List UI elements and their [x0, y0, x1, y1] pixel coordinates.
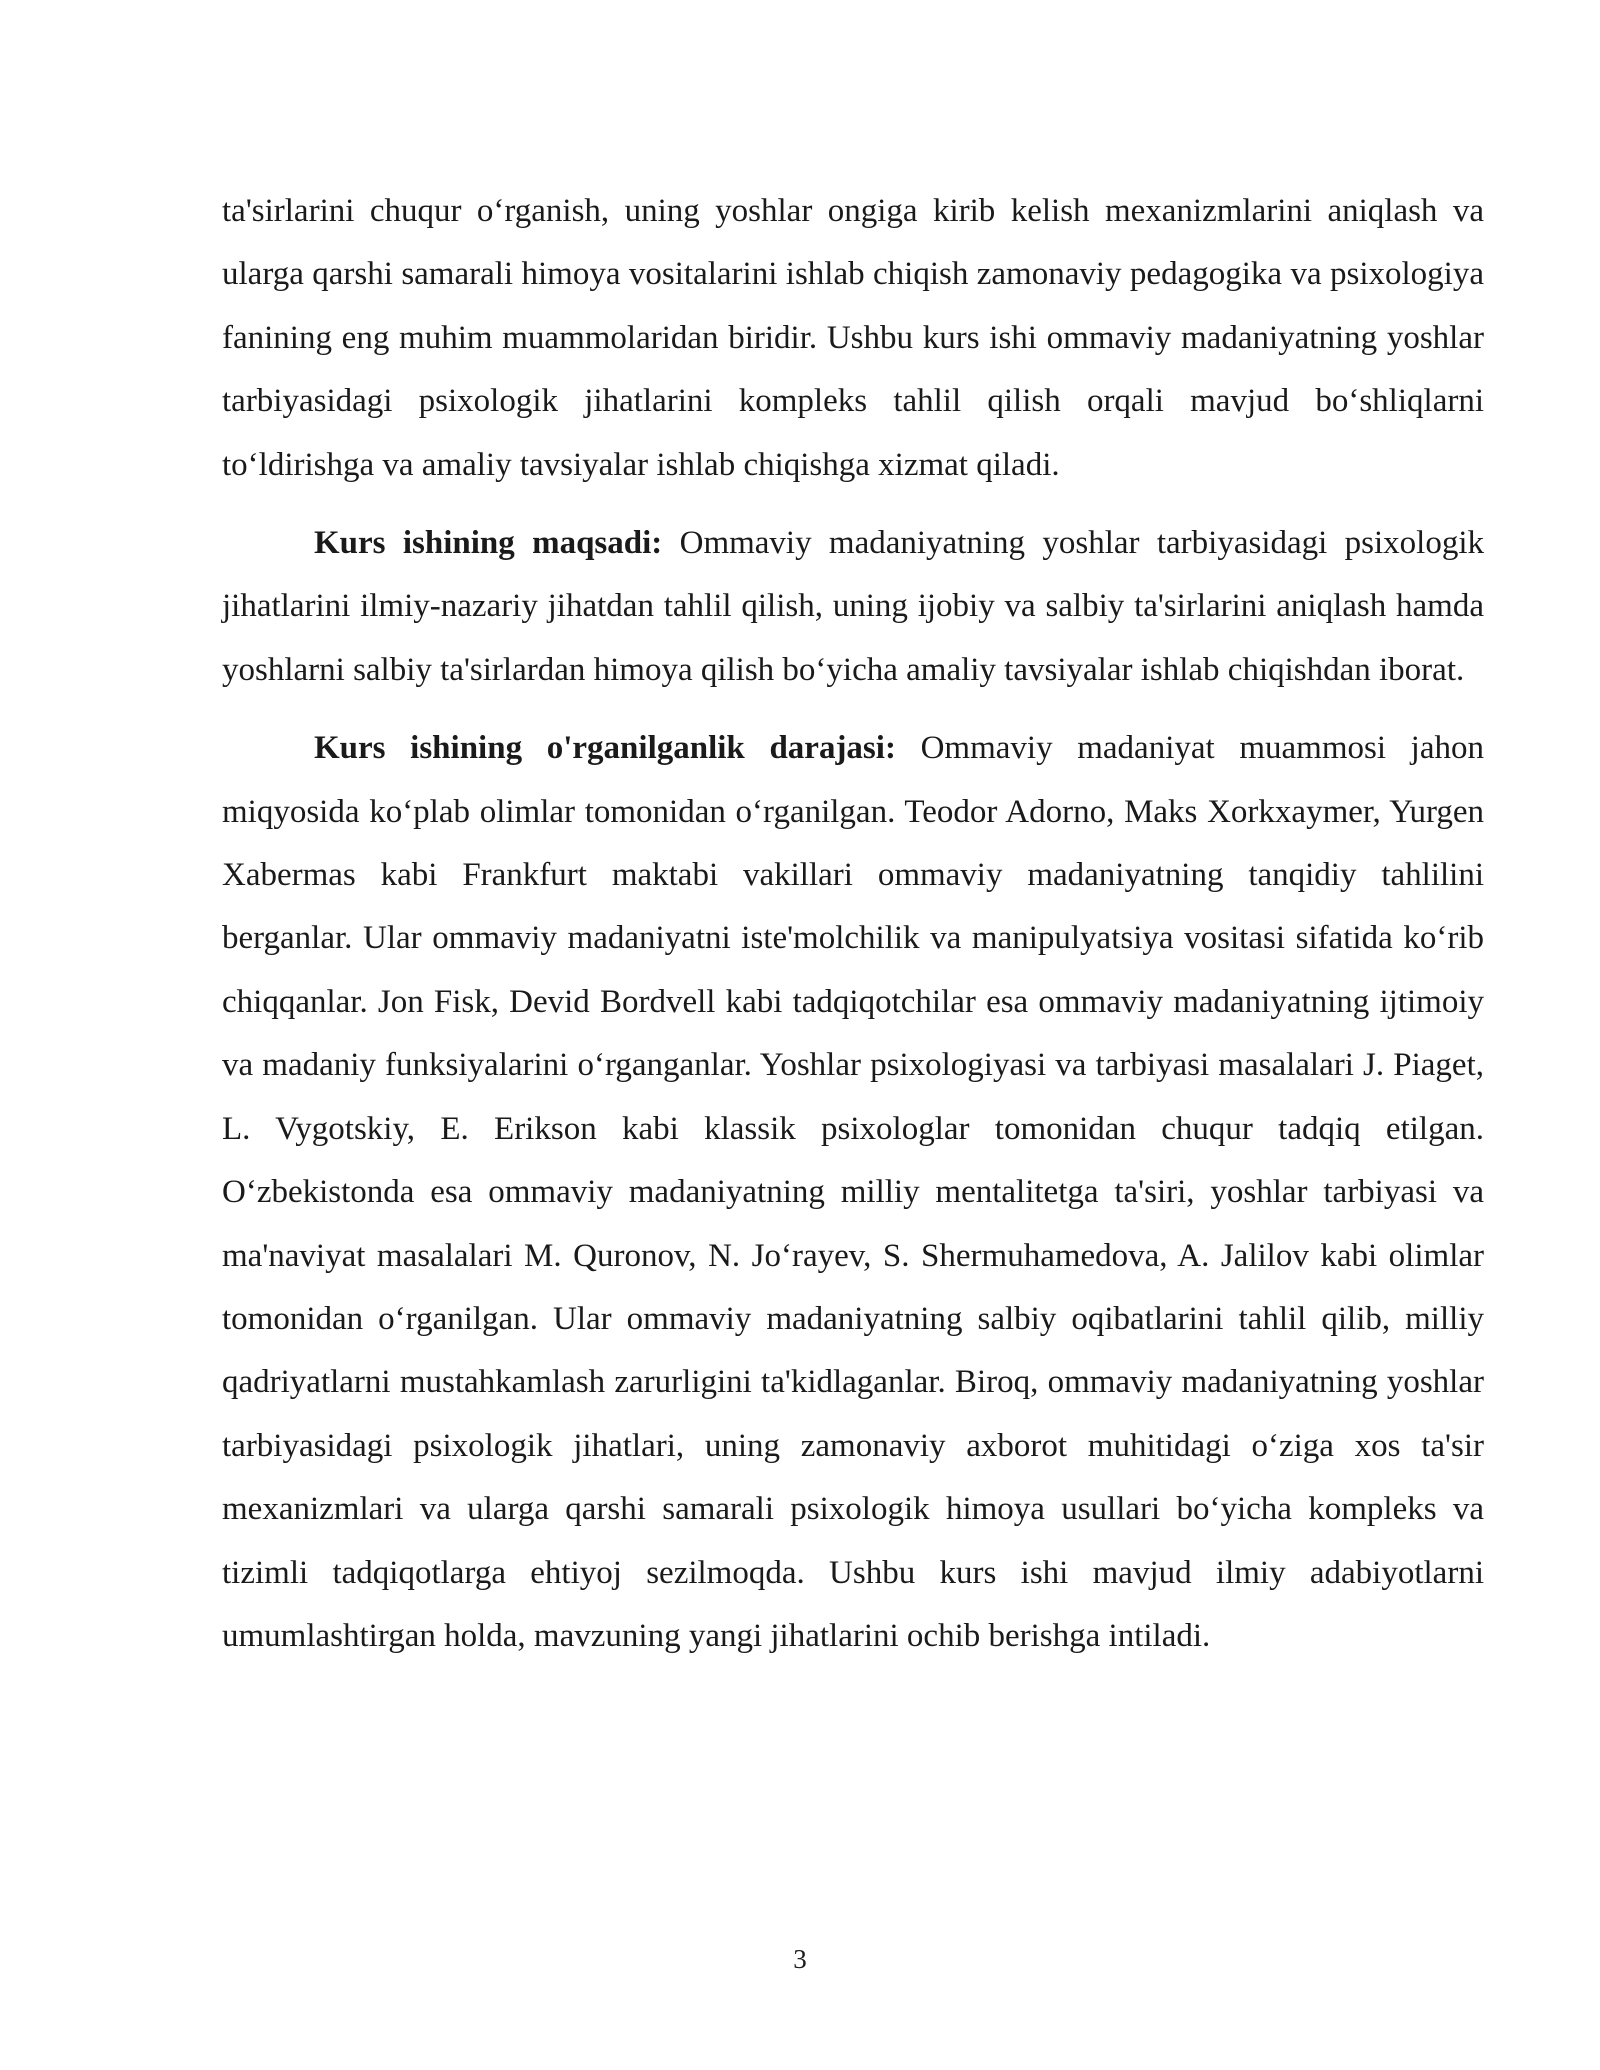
- paragraph-text: ta'sirlarini chuqur o‘rganish, uning yoshlar ongiga kirib kelish mexanizmlarini aniqlash va ularga qarshi samarali himoya vositalarini ishlab chiqish zamonaviy pedagogika va psixologiya fanining eng muhim muammolaridan biridir. Ushbu kurs ishi ommaviy madaniyatning yoshlar tarbiyasidagi psixologik jihatlarini kompleks tahlil qilish orqali mavjud bo‘shliqlarni to‘ldirishga va amaliy tavsiyalar ishlab chiqishga xizmat qiladi.: [222, 193, 1484, 483]
- body-text: [222, 180, 1484, 1668]
- paragraph-intro-continuation: [222, 180, 1484, 497]
- paragraph-heading: Kurs ishining maqsadi:: [314, 525, 663, 562]
- page-number: 3: [793, 1944, 807, 1974]
- paragraph-text: Ommaviy madaniyat muammosi jahon miqyosida ko‘plab olimlar tomonidan o‘rganilgan. Teodor Adorno, Maks Xorkxaymer, Yurgen Xabermas kabi Frankfurt maktabi vakillari ommaviy madaniyatning tanqidiy tahlilini berganlar. Ular ommaviy madaniyatni iste'molchilik va manipulyatsiya vositasi sifatida ko‘rib chiqqanlar. Jon Fisk, Devid Bordvell kabi tadqiqotchilar esa ommaviy madaniyatning ijtimoiy va madaniy funksiyalarini o‘rganganlar. Yoshlar psixologiyasi va tarbiyasi masalalari J. Piaget, L. Vygotskiy, E. Erikson kabi klassik psixologlar tomonidan chuqur tadqiq etilgan. O‘zbekistonda esa ommaviy madaniyatning milliy mentalitetga ta'siri, yoshlar tarbiyasi va ma'naviyat masalalari M. Quronov, N. Jo‘rayev, S. Shermuhamedova, A. Jalilov kabi olimlar tomonidan o‘rganilgan. Ular ommaviy madaniyatning salbiy oqibatlarini tahlil qilib, milliy qadriyatlarni mustahkamlash zarurligini ta'kidlaganlar. Biroq, ommaviy madaniyatning yoshlar tarbiyasidagi psixologik jihatlari, uning zamonaviy axborot muhitidagi o‘ziga xos ta'sir mexanizmlari va ularga qarshi samarali psixologik himoya usullari bo‘yicha kompleks va tizimli tadqiqotlarga ehtiyoj sezilmoqda. Ushbu kurs ishi mavjud ilmiy adabiyotlarni umumlashtirgan holda, mavzuning yangi jihatlarini ochib berishga intiladi.: [222, 730, 1484, 1654]
- paragraph-study-level: [222, 717, 1484, 1668]
- paragraph-goal: [222, 512, 1484, 702]
- paragraph-heading: Kurs ishining o'rganilganlik darajasi:: [314, 730, 896, 767]
- paragraph-text: Ommaviy madaniyatning yoshlar tarbiyasidagi psixologik jihatlarini ilmiy-nazariy jihatdan tahlil qilish, uning ijobiy va salbiy ta'sirlarini aniqlash hamda yoshlarni salbiy ta'sirlardan himoya qilish bo‘yicha amaliy tavsiyalar ishlab chiqishdan iborat.: [222, 525, 1484, 688]
